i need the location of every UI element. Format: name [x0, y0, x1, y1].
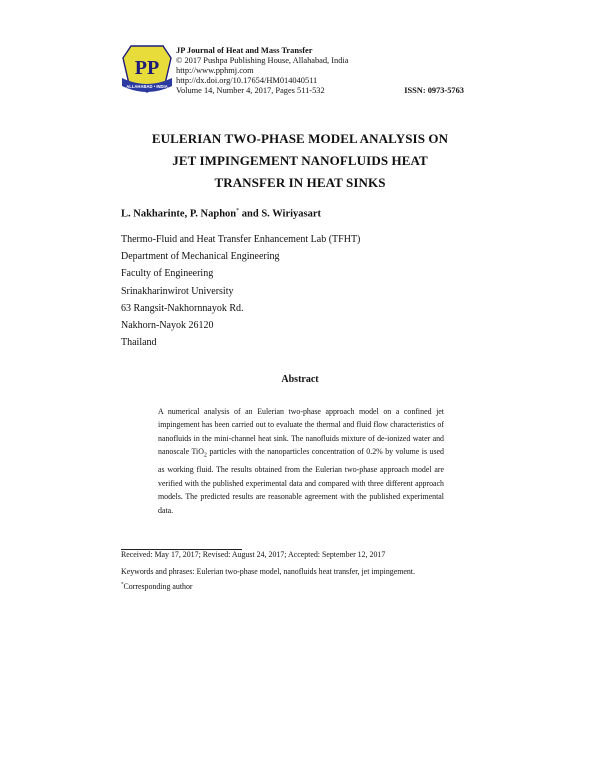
affiliation-line: Faculty of Engineering: [121, 268, 214, 280]
abstract-subscript: 2: [203, 452, 207, 459]
logo-letters: PP: [134, 57, 160, 79]
corresponding-note-text: Corresponding author: [123, 582, 193, 591]
corresponding-note-mark: *: [121, 582, 124, 588]
affiliation: [121, 231, 360, 351]
authors-part-2: and S. Wiriyasart: [239, 208, 322, 220]
abstract-body: [158, 405, 444, 517]
author-list: [121, 208, 321, 220]
title-line: EULERIAN TWO-PHASE MODEL ANALYSIS ON: [151, 131, 449, 146]
title-line: TRANSFER IN HEAT SINKS: [214, 175, 386, 190]
paper-title: [0, 128, 600, 194]
dates-line: Received: May 17, 2017; Revised: August 24, 2017; Accepted: September 12, 2017: [121, 550, 386, 559]
issn: ISSN: 0973-5763: [404, 86, 464, 95]
publisher-logo: [121, 44, 173, 94]
abstract-text-a: A numerical analysis of an Eulerian two-phase approach model on a confined jet impingement has been carried out to evaluate the thermal and fluid flow characteristics of nanofluids in the mini-channel heat sink. The nanofluids mixture of de-ionized water and nanoscale TiO: [158, 407, 444, 457]
affiliation-line: 63 Rangsit-Nakhornnayok Rd.: [121, 302, 244, 314]
affiliation-line: Thailand: [121, 337, 157, 349]
journal-website-link[interactable]: http://www.pphmj.com: [176, 66, 254, 75]
title-line: JET IMPINGEMENT NANOFLUIDS HEAT: [172, 153, 428, 168]
copyright-line: © 2017 Pushpa Publishing House, Allahabad, India: [176, 56, 349, 65]
abstract-heading: Abstract: [281, 374, 319, 385]
keywords-line: Keywords and phrases: Eulerian two-phase model, nanofluids heat transfer, jet impingement.: [121, 567, 415, 576]
affiliation-line: Srinakharinwirot University: [121, 285, 234, 297]
affiliation-line: Department of Mechanical Engineering: [121, 251, 280, 263]
affiliation-line: Nakhorn-Nayok 26120: [121, 320, 214, 332]
logo-ribbon-text: ALLAHABAD • INDIA: [126, 84, 168, 89]
volume-info: Volume 14, Number 4, 2017, Pages 511-532: [176, 86, 325, 95]
authors-part-1: L. Nakharinte, P. Naphon: [121, 208, 237, 220]
affiliation-line: Thermo-Fluid and Heat Transfer Enhancement Lab (TFHT): [121, 234, 361, 245]
journal-name: JP Journal of Heat and Mass Transfer: [176, 46, 313, 55]
doi-link[interactable]: http://dx.doi.org/10.17654/HM014040511: [176, 76, 318, 85]
corresponding-mark: *: [236, 208, 240, 214]
corresponding-author-note: [121, 582, 193, 591]
abstract-text-b: particles with the nanoparticles concentration of 0.2% by volume is used as working fluid. The results obtained from the Eulerian two-phase approach model are verified with the published experimental data and compared with three different approach models. The predicted results are reasonable agreement with the published experimental data.: [158, 447, 444, 515]
